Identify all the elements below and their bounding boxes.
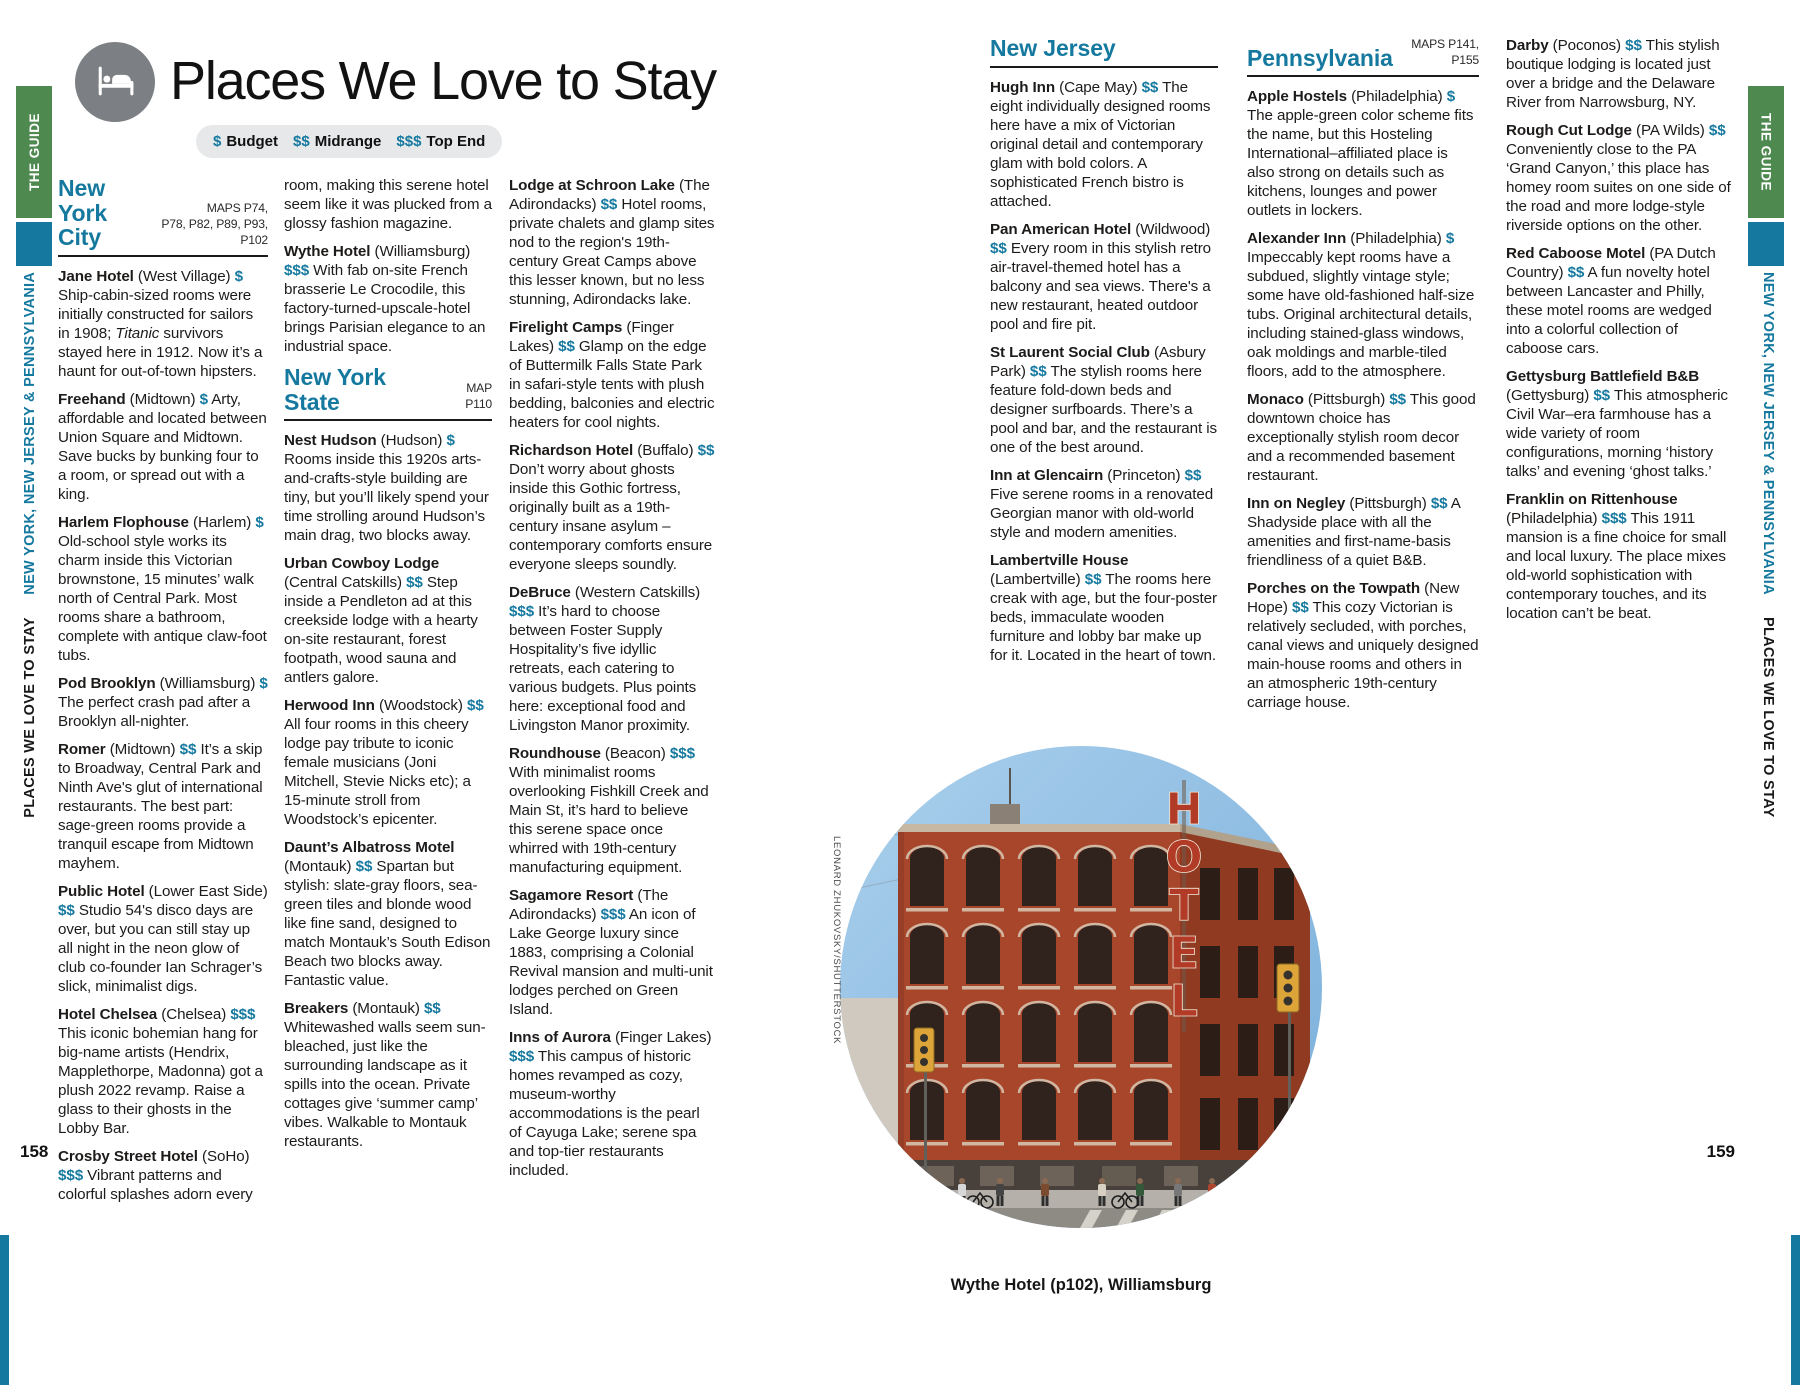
legend-label: Top End bbox=[426, 133, 486, 150]
hotel-name: Inn on Negley bbox=[1247, 495, 1346, 512]
dollar-symbol: $ bbox=[213, 133, 222, 150]
hotel-name: Romer bbox=[58, 740, 106, 758]
hotel-entry: Inn on Negley (Pittsburgh) $$ A Shadyside place with all the amenities and first-name-basis friendliness of a quiet B&B. bbox=[1247, 495, 1461, 569]
price-indicator: $$$ bbox=[230, 1005, 256, 1023]
hotel-entry: Roundhouse (Beacon) $$$ With minimalist rooms overlooking Fishkill Creek and Main St, it’s hard to believe this serene space once whirred with 19th-century manufacturing equipment. bbox=[509, 745, 709, 876]
price-indicator: $$ bbox=[1292, 599, 1309, 616]
price-legend bbox=[196, 125, 502, 158]
heading-rule bbox=[284, 419, 492, 421]
background-building bbox=[840, 998, 898, 1192]
price-indicator: $ bbox=[255, 513, 264, 531]
the-guide-tab-left bbox=[16, 86, 52, 218]
photo-caption: Wythe Hotel (p102), Williamsburg bbox=[950, 1276, 1212, 1294]
hotel-name: Pod Brooklyn bbox=[58, 674, 156, 692]
price-indicator: $$ bbox=[697, 442, 715, 459]
price-indicator: $$ bbox=[1184, 466, 1202, 484]
svg-text:H: H bbox=[1165, 784, 1203, 835]
hotel-entry: Wythe Hotel (Williamsburg) $$$ With fab on-site French brasserie Le Crocodile, this factory-turned-upscale-hotel brings Parisian elegance to an industrial space. bbox=[284, 243, 486, 355]
hotel-entry: Alexander Inn (Philadelphia) $ Impeccably kept rooms have a subdued, slightly vintage style; some have old-fashioned half-size tubs. Original architectural details, including stained-glass windows, oak moldings and marble-tiled floors, add to the atmosphere. bbox=[1247, 230, 1475, 380]
legend-item bbox=[293, 133, 381, 150]
price-indicator: $ bbox=[1445, 230, 1455, 247]
bed-icon-circle bbox=[75, 42, 155, 122]
price-indicator: $$ bbox=[1430, 495, 1448, 512]
hotel-name: Alexander Inn bbox=[1247, 230, 1347, 247]
price-indicator: $$ bbox=[1567, 264, 1585, 281]
hotel-name: Freehand bbox=[58, 390, 126, 408]
dollar-symbol: $$$ bbox=[396, 133, 422, 150]
price-indicator: $$ bbox=[1084, 570, 1102, 588]
the-guide-label: THE GUIDE bbox=[26, 112, 42, 191]
edge-chapter-label: PLACES WE LOVE TO STAY bbox=[1760, 617, 1776, 818]
price-indicator: $$ bbox=[466, 697, 484, 714]
map-reference: MAPS P141, P155 bbox=[1411, 37, 1479, 67]
hotel-entry: Porches on the Towpath (New Hope) $$ This cozy Victorian is relatively secluded, with porches, canal views and uniquely designed main-house rooms and others in an atmospheric 19th-century carriage house. bbox=[1247, 580, 1479, 711]
hotel-entry: Sagamore Resort (The Adirondacks) $$$ An icon of Lake George luxury since 1883, comprising a Colonial Revival mansion and multi-unit lodges perched on Green Island. bbox=[509, 887, 713, 1018]
hotel-name: DeBruce bbox=[509, 584, 571, 601]
price-indicator: $$ bbox=[1389, 391, 1407, 408]
text-column bbox=[1247, 36, 1479, 721]
hotel-name: Hotel Chelsea bbox=[58, 1005, 158, 1023]
hotel-entry: Franklin on Rittenhouse (Philadelphia) $$$ This 1911 mansion is a fine choice for small and local luxury. The place mixes old-world sophistication with contemporary touches, and its location can’t be beat. bbox=[1506, 491, 1727, 622]
heading-rule bbox=[1247, 75, 1479, 77]
hotel-entry: Darby (Poconos) $$ This stylish boutique lodging is located just over a bridge and the Delaware River from Narrowsburg, NY. bbox=[1506, 37, 1720, 111]
street-trees bbox=[840, 1156, 910, 1200]
svg-text:T: T bbox=[1168, 880, 1200, 931]
price-indicator: $$$ bbox=[600, 906, 626, 923]
heading-rule bbox=[990, 66, 1218, 68]
price-indicator: $$ bbox=[558, 338, 575, 355]
hotel-entry: Hotel Chelsea (Chelsea) $$$ This iconic bohemian hang for big-name artists (Hendrix, Mapplethorpe, Madonna) got a plush 2022 revamp. Raise a glass to their ghosts in the Lobby Bar. bbox=[58, 1005, 263, 1137]
section-title: New York State bbox=[284, 364, 386, 415]
hotel-entry: Freehand (Midtown) $ Arty, affordable and located between Union Square and Midtown. Save bucks by bunking four to a room, or spread out with a king. bbox=[58, 390, 267, 503]
wythe-hotel-photo bbox=[840, 746, 1322, 1228]
price-indicator: $$ bbox=[406, 574, 423, 591]
hotel-entry: Lambertville House (Lambertville) $$ The rooms here creak with age, but the four-poster beds, immaculate wooden furniture and lobby bar make up for it. Located in the heart of town. bbox=[990, 551, 1217, 664]
hotel-name: Harlem Flophouse bbox=[58, 513, 189, 531]
hotel-name: Nest Hudson bbox=[284, 432, 377, 449]
price-indicator: $ bbox=[234, 267, 243, 285]
text-column bbox=[58, 176, 268, 1213]
map-reference: MAP P110 bbox=[465, 381, 492, 411]
hotel-entry: Harlem Flophouse (Harlem) $ Old-school style works its charm inside this Victorian brownstone, 15 minutes’ walk north of Central Park. Most rooms share a bathroom, complete with antique claw-foot tubs. bbox=[58, 513, 267, 664]
map-reference: MAPS P74, P78, P82, P89, P93, P102 bbox=[161, 200, 268, 247]
hotel-entry: Jane Hotel (West Village) $ Ship-cabin-sized rooms were initially constructed for sailors in 1908; Titanic survivors stayed here in 1912. Now it’s a haunt for out-of-town hipsters. bbox=[58, 267, 263, 380]
hotel-name: Darby bbox=[1506, 37, 1549, 54]
hotel-name: Franklin on Rittenhouse bbox=[1506, 491, 1678, 508]
hotel-name: Sagamore Resort bbox=[509, 887, 634, 904]
svg-text:E: E bbox=[1168, 928, 1200, 979]
price-indicator: $ bbox=[446, 432, 455, 449]
hotel-name: St Laurent Social Club bbox=[990, 343, 1150, 361]
section-heading bbox=[58, 176, 268, 257]
text-column bbox=[1506, 36, 1734, 632]
page-number-left: 158 bbox=[20, 1142, 49, 1161]
hotel-sign bbox=[1165, 780, 1202, 1032]
edge-corner-bar-left bbox=[0, 1235, 9, 1385]
hotel-entry: Firelight Camps (Finger Lakes) $$ Glamp on the edge of Buttermilk Falls State Park in safari-style tents with plush bedding, balconies and electric heaters for cool nights. bbox=[509, 319, 715, 431]
entry-continuation: room, making this serene hotel seem like it was plucked from a glossy fashion magazine. bbox=[284, 177, 492, 232]
price-indicator: $$ bbox=[1708, 122, 1726, 139]
hotel-entry: Inns of Aurora (Finger Lakes) $$$ This campus of historic homes revamped as cozy, museum-worthy accommodations is the pearl of Cayuga Lake; serene spa and top-tier restaurants included. bbox=[509, 1029, 712, 1179]
price-indicator: $$ bbox=[355, 858, 373, 875]
price-indicator: $$ bbox=[990, 239, 1007, 257]
hotel-entry: Breakers (Montauk) $$ Whitewashed walls seem sun-bleached, just like the surrounding landscape as it spills into the ocean. Private cottages give ‘summer camp’ vibes. Walkable to Montauk restaurants. bbox=[284, 1000, 486, 1150]
edge-vertical-text-right bbox=[1760, 272, 1776, 818]
svg-text:L: L bbox=[1169, 976, 1199, 1027]
hotel-name: Lambertville House bbox=[990, 551, 1129, 569]
page-title: Places We Love to Stay bbox=[170, 51, 716, 111]
price-indicator: $ bbox=[259, 674, 268, 692]
section-heading bbox=[284, 365, 492, 421]
hotel-name: Gettysburg Battlefield B&B bbox=[1506, 368, 1700, 385]
hotel-entry: Pan American Hotel (Wildwood) $$ Every room in this stylish retro air-travel-themed hotel has a balcony and sea views. There's a new restaurant, heated outdoor pool and fire pit. bbox=[990, 220, 1212, 333]
hotel-entry: Herwood Inn (Woodstock) $$ All four rooms in this cheery lodge pay tribute to iconic female musicians (Joni Mitchell, Stevie Nicks etc); a 15-minute stroll from Woodstock’s epicenter. bbox=[284, 697, 484, 828]
hotel-name: Wythe Hotel bbox=[284, 243, 371, 260]
hotel-name: Inns of Aurora bbox=[509, 1029, 611, 1046]
hotel-entry: Rough Cut Lodge (PA Wilds) $$ Conveniently close to the PA ‘Grand Canyon,’ this place has homey room suites on one side of the road and more lodge-style riverside options on the other. bbox=[1506, 122, 1731, 234]
hotel-entry: Hugh Inn (Cape May) $$ The eight individually designed rooms here have a mix of Victorian original detail and contemporary glam with bold colors. A sophisticated French bistro is attached. bbox=[990, 78, 1211, 210]
the-guide-label: THE GUIDE bbox=[1758, 112, 1774, 191]
hotel-name: Roundhouse bbox=[509, 745, 601, 762]
hotel-name: Pan American Hotel bbox=[990, 220, 1132, 238]
hotel-entry: Red Caboose Motel (PA Dutch Country) $$ A fun novelty hotel between Lancaster and Philly, these motel rooms are wedged into a colorful collection of caboose cars. bbox=[1506, 245, 1716, 357]
price-indicator: $$$ bbox=[284, 262, 310, 279]
price-indicator: $$$ bbox=[1601, 510, 1627, 527]
hotel-entry: Lodge at Schroon Lake (The Adirondacks) $$ Hotel rooms, private chalets and glamp sites nod to the region's 19th-century Great Camps above this lesser known, but no less stunning, Adirondacks lake. bbox=[509, 177, 715, 308]
page-number-right: 159 bbox=[1706, 1142, 1735, 1161]
photo-credit: LEONARD ZHUKOVSKY/SHUTTERSTOCK bbox=[831, 836, 842, 1045]
price-indicator: $$$ bbox=[58, 1166, 84, 1184]
price-indicator: $$$ bbox=[509, 603, 535, 620]
text-column bbox=[284, 176, 492, 1160]
hotel-entry: Monaco (Pittsburgh) $$ This good downtown choice has exceptionally stylish room decor and a recommended basement restaurant. bbox=[1247, 391, 1476, 484]
hotel-name: Inn at Glencairn bbox=[990, 466, 1104, 484]
hotel-name: Urban Cowboy Lodge bbox=[284, 555, 440, 572]
hotel-name: Breakers bbox=[284, 1000, 349, 1017]
hotel-name: Public Hotel bbox=[58, 882, 145, 900]
street-level bbox=[840, 1160, 1322, 1228]
price-indicator: $$$ bbox=[669, 745, 695, 762]
edge-color-block-left bbox=[16, 222, 52, 266]
price-indicator: $$$ bbox=[509, 1048, 535, 1065]
wythe-hotel-illustration bbox=[840, 746, 1322, 1228]
price-indicator: $ bbox=[199, 390, 208, 408]
edge-series-label: NEW YORK, NEW JERSEY & PENNSYLVANIA bbox=[22, 272, 38, 595]
edge-color-block-right bbox=[1748, 222, 1784, 266]
hotel-entry: Nest Hudson (Hudson) $ Rooms inside this 1920s arts-and-crafts-style building are tiny, but you’ll likely spend your time strolling around Hudson’s main drag, two blocks away. bbox=[284, 432, 489, 544]
edge-chapter-label: PLACES WE LOVE TO STAY bbox=[22, 617, 38, 818]
section-heading bbox=[1247, 36, 1479, 77]
svg-text:O: O bbox=[1165, 832, 1203, 883]
hotel-entry: Gettysburg Battlefield B&B (Gettysburg) $$ This atmospheric Civil War–era farmhouse has a wide variety of room configurations, morning ‘history talks’ and evening ‘ghost talks.’ bbox=[1506, 368, 1728, 480]
price-indicator: $ bbox=[1446, 88, 1456, 105]
hotel-entry: Inn at Glencairn (Princeton) $$ Five serene rooms in a renovated Georgian manor with old-world style and modern amenities. bbox=[990, 466, 1214, 541]
price-indicator: $$ bbox=[1141, 78, 1159, 96]
the-guide-tab-right bbox=[1748, 86, 1784, 218]
hotel-name: Apple Hostels bbox=[1247, 88, 1347, 105]
price-indicator: $$ bbox=[600, 196, 618, 213]
price-indicator: $$ bbox=[423, 1000, 441, 1017]
hotel-entry: Richardson Hotel (Buffalo) $$ Don’t worry about ghosts inside this Gothic fortress, originally built as a 19th-century insane asylum – contemporary comforts ensure everyone sleeps soundly. bbox=[509, 442, 715, 573]
hotel-name: Red Caboose Motel bbox=[1506, 245, 1646, 262]
hotel-entry: Urban Cowboy Lodge (Central Catskills) $$ Step inside a Pendleton ad at this creekside lodge with a hearty on-site restaurant, forest footpath, wood sauna and antlers galore. bbox=[284, 555, 478, 686]
heading-rule bbox=[58, 255, 268, 257]
hotel-entry: Romer (Midtown) $$ It’s a skip to Broadway, Central Park and Ninth Ave's glut of international restaurants. The best part: sage-green rooms provide a tranquil escape from Midtown mayhem. bbox=[58, 740, 263, 872]
hotel-name: Crosby Street Hotel bbox=[58, 1147, 198, 1165]
hotel-entry: Pod Brooklyn (Williamsburg) $ The perfect crash pad after a Brooklyn all-nighter. bbox=[58, 674, 268, 730]
bed-icon bbox=[92, 59, 138, 105]
price-indicator: $$ bbox=[1593, 387, 1611, 404]
section-heading bbox=[990, 36, 1218, 68]
section-title: New York City bbox=[58, 175, 108, 250]
text-column bbox=[990, 36, 1218, 674]
hotel-name: Monaco bbox=[1247, 391, 1304, 408]
price-indicator: $$ bbox=[1625, 37, 1642, 54]
hotel-name: Daunt’s Albatross Motel bbox=[284, 839, 455, 856]
hotel-entry: Apple Hostels (Philadelphia) $ The apple-green color scheme fits the name, but this Hosteling International–affiliated place is also strong on details such as kitchens, lounges and power outlets in lockers. bbox=[1247, 88, 1474, 219]
price-indicator: $$ bbox=[58, 901, 75, 919]
section-title: New Jersey bbox=[990, 35, 1116, 61]
section-title: Pennsylvania bbox=[1247, 44, 1393, 71]
text-column bbox=[509, 176, 715, 1189]
price-indicator: $$ bbox=[1029, 362, 1047, 380]
legend-label: Budget bbox=[226, 133, 279, 150]
hotel-entry: DeBruce (Western Catskills) $$$ It’s hard to choose between Foster Supply Hospitality’s five idyllic retreats, each catering to various budgets. Plus points here: exceptional food and Livingston Manor proximity. bbox=[509, 584, 701, 734]
hotel-entry: Daunt’s Albatross Motel (Montauk) $$ Spartan but stylish: slate-gray floors, sea-green tiles and blonde wood like fine sand, designed to match Montauk’s South Edison Beach two blocks away. Fantastic value. bbox=[284, 839, 491, 989]
hotel-entry: St Laurent Social Club (Asbury Park) $$ The stylish rooms here feature fold-down beds and designer surfboards. There’s a pool and bar, and the restaurant is one of the best around. bbox=[990, 343, 1218, 456]
edge-corner-bar-right bbox=[1791, 1235, 1800, 1385]
hotel-entry: Public Hotel (Lower East Side) $$ Studio 54's disco days are over, but you can still stay up all night in the neon glow of club co-founder Ian Schrager’s slick, minimalist digs. bbox=[58, 882, 268, 995]
hotel-entry: Crosby Street Hotel (SoHo) $$$ Vibrant patterns and colorful splashes adorn every bbox=[58, 1147, 253, 1203]
dollar-symbol: $$ bbox=[293, 133, 310, 150]
legend-item bbox=[396, 133, 485, 150]
edge-series-label: NEW YORK, NEW JERSEY & PENNSYLVANIA bbox=[1760, 272, 1776, 595]
hotel-name: Richardson Hotel bbox=[509, 442, 634, 459]
hotel-name: Herwood Inn bbox=[284, 697, 375, 714]
edge-vertical-text-left bbox=[22, 272, 38, 818]
price-indicator: $$ bbox=[179, 740, 197, 758]
hotel-name: Firelight Camps bbox=[509, 319, 623, 336]
hotel-name: Rough Cut Lodge bbox=[1506, 122, 1632, 139]
legend-item bbox=[213, 133, 278, 150]
hotel-name: Jane Hotel bbox=[58, 267, 134, 285]
hotel-name: Porches on the Towpath bbox=[1247, 580, 1421, 597]
legend-label: Midrange bbox=[314, 133, 382, 150]
hotel-name: Hugh Inn bbox=[990, 78, 1055, 96]
background-building bbox=[1298, 1076, 1322, 1208]
hotel-name: Lodge at Schroon Lake bbox=[509, 177, 675, 194]
